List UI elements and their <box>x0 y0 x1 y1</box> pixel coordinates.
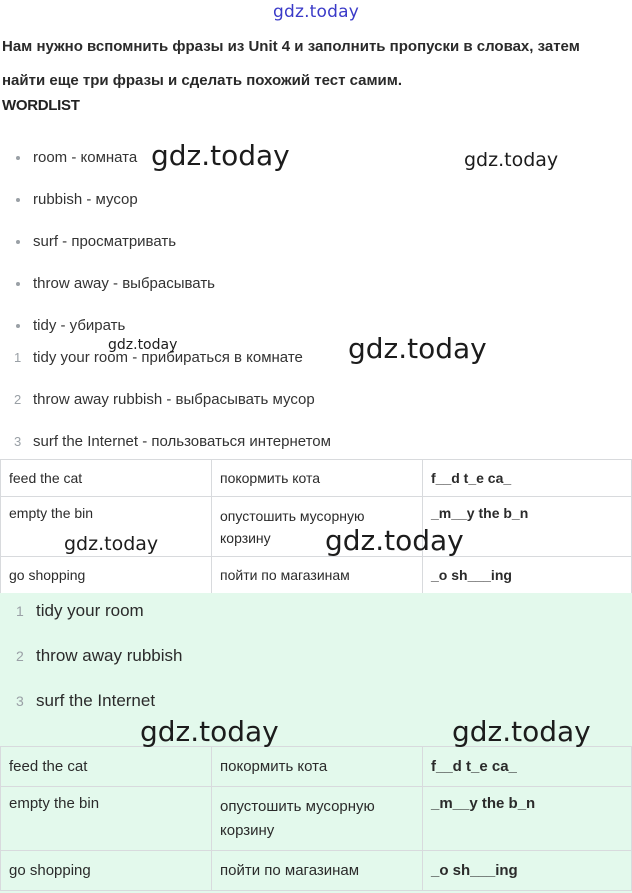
bullet-icon <box>16 156 20 160</box>
bullet-icon <box>16 240 20 244</box>
list-number: 3 <box>14 434 22 449</box>
table-cell-gap: f__d t_e ca_ <box>423 460 632 497</box>
bullet-icon <box>16 282 20 286</box>
table-cell-english: empty the bin <box>1 787 212 851</box>
table-cell-russian: опустошить мусорную корзину <box>212 497 423 557</box>
table-row <box>1 787 632 851</box>
answer-text: surf the Internet <box>36 691 156 710</box>
watermark: gdz.today <box>452 715 591 748</box>
phrase-table <box>0 459 632 594</box>
phrase-text: surf the Internet - пользоваться интернетом <box>33 433 331 450</box>
list-number: 2 <box>16 648 24 664</box>
table-row <box>1 557 632 594</box>
table-row <box>1 497 632 557</box>
wordlist-item-text: throw away - выбрасывать <box>33 275 215 292</box>
list-number: 1 <box>16 603 24 619</box>
table-cell-russian: пойти по магазинам <box>212 557 423 594</box>
table-cell-russian: опустошить мусорную корзину <box>212 787 423 851</box>
list-number: 2 <box>14 392 22 407</box>
bullet-icon <box>16 324 20 328</box>
watermark: gdz.today <box>325 524 464 557</box>
table-cell-gap: f__d t_e ca_ <box>423 747 632 787</box>
table-cell-gap: _m__y the b_n <box>423 497 632 557</box>
table-cell-english: go shopping <box>1 851 212 891</box>
table-cell-english: feed the cat <box>1 747 212 787</box>
answer-text: throw away rubbish <box>36 646 183 665</box>
list-number: 3 <box>16 693 24 709</box>
table-cell-russian: покормить кота <box>212 747 423 787</box>
watermark: gdz.today <box>348 332 487 365</box>
table-cell-russian: пойти по магазинам <box>212 851 423 891</box>
answer-block <box>0 593 632 893</box>
bullet-icon <box>16 198 20 202</box>
table-cell-english: empty the bin <box>1 497 212 557</box>
table-row <box>1 460 632 497</box>
table-cell-english: feed the cat <box>1 460 212 497</box>
wordlist-item-text: room - комната <box>33 149 138 166</box>
watermark: gdz.today <box>108 337 178 353</box>
wordlist-item-text: rubbish - мусор <box>33 191 138 208</box>
table-row <box>1 747 632 787</box>
phrase-text: throw away rubbish - выбрасывать мусор <box>33 391 315 408</box>
watermark: gdz.today <box>140 715 279 748</box>
wordlist-item-text: tidy - убирать <box>33 317 126 334</box>
table-cell-gap: _m__y the b_n <box>423 787 632 851</box>
list-number: 1 <box>14 350 22 365</box>
phrase-text: tidy your room - прибираться в комнате <box>33 349 303 366</box>
site-logo: gdz.today <box>272 2 360 22</box>
watermark: gdz.today <box>151 139 290 172</box>
answer-text: tidy your room <box>36 601 144 620</box>
table-cell-russian: покормить кота <box>212 460 423 497</box>
table-cell-english: go shopping <box>1 557 212 594</box>
task-intro: Нам нужно вспомнить фразы из Unit 4 и заполнить пропуски в словах, затем найти еще три фразы и сделать похожий тест самим. <box>2 38 580 89</box>
answer-table <box>0 746 632 891</box>
table-row <box>1 851 632 891</box>
watermark: gdz.today <box>64 533 159 555</box>
table-cell-gap: _o sh___ing <box>423 851 632 891</box>
table-cell-gap: _o sh___ing <box>423 557 632 594</box>
wordlist-item-text: surf - просматривать <box>33 233 177 250</box>
watermark: gdz.today <box>464 149 559 171</box>
wordlist-heading: WORDLIST <box>2 97 80 114</box>
